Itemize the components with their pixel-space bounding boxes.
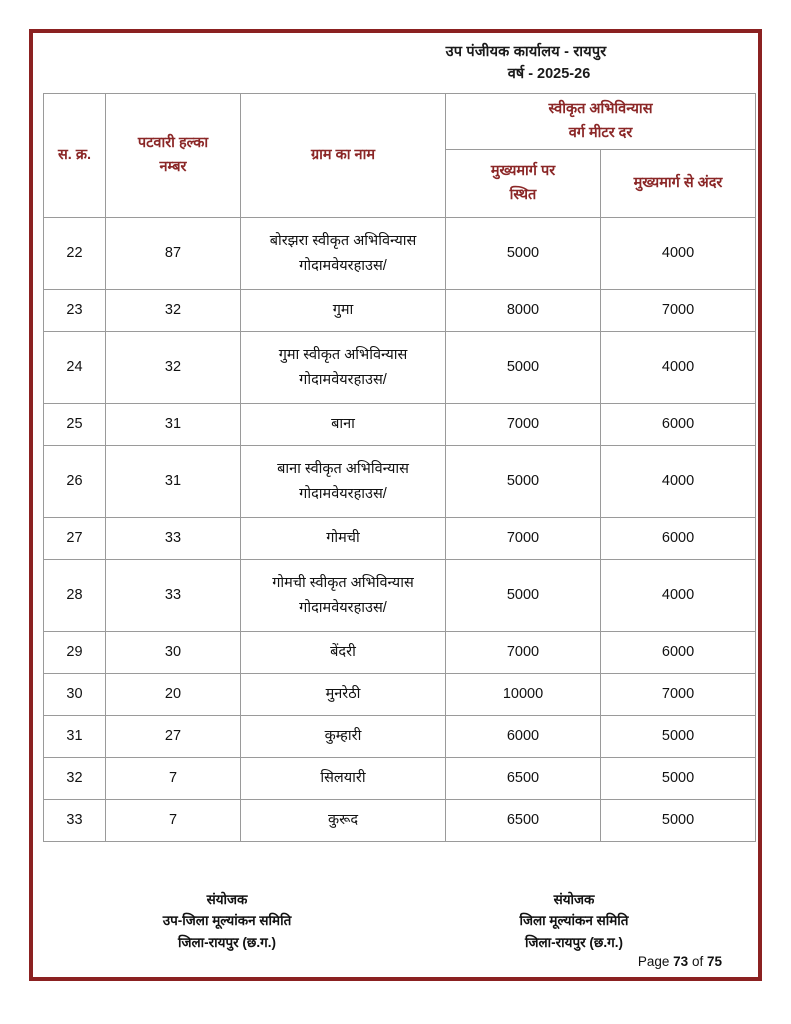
cell-rate-inner-from-main-road: 6000: [601, 632, 756, 674]
cell-village-name: [241, 404, 446, 446]
cell-patwari-halka-number: 31: [106, 446, 241, 518]
patwari-halka-line1: पटवारी हल्का: [137, 135, 209, 152]
column-header-patwari-halka: [106, 94, 241, 218]
table-header: [44, 94, 756, 218]
cell-serial-number: 25: [44, 404, 106, 446]
office-title: उप पंजीयक कार्यालय - रायपुर: [445, 44, 607, 60]
cell-patwari-halka-number: 33: [106, 518, 241, 560]
column-header-rate-group: [446, 94, 756, 150]
cell-rate-on-main-road: 10000: [446, 674, 601, 716]
cell-patwari-halka-number: 27: [106, 716, 241, 758]
cell-village-name: [241, 218, 446, 290]
left-signature-line2: उप-जिला मूल्यांकन समिति: [162, 913, 292, 929]
document-page: [29, 29, 762, 981]
patwari-halka-line2: नम्बर: [159, 158, 187, 175]
on-main-road-line1: मुख्यमार्ग पर: [490, 163, 556, 180]
table-header-row-1: [44, 94, 756, 150]
cell-rate-inner-from-main-road: 6000: [601, 404, 756, 446]
village-name-line2: गोदामवेयरहाउस/: [299, 485, 387, 502]
village-name-line1: कुरूद: [327, 812, 359, 829]
page-of-label: of: [691, 954, 704, 969]
village-name-line1: गोमची: [326, 530, 360, 547]
cell-serial-number: 31: [44, 716, 106, 758]
table-row: [44, 446, 756, 518]
signature-row: [47, 889, 744, 953]
cell-serial-number: 30: [44, 674, 106, 716]
page-content: [33, 33, 758, 977]
cell-serial-number: 27: [44, 518, 106, 560]
cell-village-name: [241, 290, 446, 332]
village-name-line1: गोमची स्वीकृत अभिविन्यास: [272, 574, 414, 591]
table-row: [44, 290, 756, 332]
table-row: [44, 332, 756, 404]
village-name-line1: गुमा: [332, 302, 354, 319]
left-signature-line1: संयोजक: [206, 892, 248, 908]
cell-patwari-halka-number: 30: [106, 632, 241, 674]
table-row: [44, 632, 756, 674]
rate-group-line1: स्वीकृत अभिविन्यास: [548, 101, 653, 118]
cell-village-name: [241, 332, 446, 404]
rate-table: [43, 93, 756, 842]
village-name-line1: गुमा स्वीकृत अभिविन्यास: [278, 346, 408, 363]
village-name-line1: सिलयारी: [320, 770, 366, 787]
cell-village-name: [241, 716, 446, 758]
cell-patwari-halka-number: 20: [106, 674, 241, 716]
village-name-line2: गोदामवेयरहाउस/: [299, 257, 387, 274]
cell-rate-on-main-road: 5000: [446, 446, 601, 518]
cell-rate-on-main-road: 6500: [446, 800, 601, 842]
village-name-line1: मुनरेठी: [325, 686, 361, 703]
cell-patwari-halka-number: 7: [106, 800, 241, 842]
table-row: [44, 758, 756, 800]
signature-block-district: [424, 889, 724, 953]
cell-serial-number: 23: [44, 290, 106, 332]
cell-rate-inner-from-main-road: 5000: [601, 758, 756, 800]
table-row: [44, 518, 756, 560]
cell-rate-inner-from-main-road: 4000: [601, 218, 756, 290]
cell-village-name: [241, 560, 446, 632]
cell-rate-on-main-road: 6500: [446, 758, 601, 800]
cell-rate-inner-from-main-road: 7000: [601, 674, 756, 716]
cell-village-name: [241, 800, 446, 842]
cell-village-name: [241, 758, 446, 800]
village-name-line2: गोदामवेयरहाउस/: [299, 599, 387, 616]
on-main-road-line2: स्थित: [509, 186, 537, 203]
cell-village-name: [241, 518, 446, 560]
village-name-line1: बाना: [331, 416, 355, 433]
cell-serial-number: 22: [44, 218, 106, 290]
cell-serial-number: 33: [44, 800, 106, 842]
cell-rate-inner-from-main-road: 6000: [601, 518, 756, 560]
cell-serial-number: 24: [44, 332, 106, 404]
cell-rate-on-main-road: 5000: [446, 560, 601, 632]
column-header-inner-from-main-road: मुख्यमार्ग से अंदर: [601, 150, 756, 218]
cell-patwari-halka-number: 32: [106, 290, 241, 332]
cell-rate-on-main-road: 7000: [446, 632, 601, 674]
cell-rate-inner-from-main-road: 4000: [601, 560, 756, 632]
cell-patwari-halka-number: 32: [106, 332, 241, 404]
cell-patwari-halka-number: 31: [106, 404, 241, 446]
fiscal-year: वर्ष - 2025-26: [507, 65, 591, 82]
cell-rate-inner-from-main-road: 4000: [601, 332, 756, 404]
cell-village-name: [241, 674, 446, 716]
left-signature-line3: जिला-रायपुर (छ.ग.): [177, 934, 276, 950]
cell-rate-on-main-road: 8000: [446, 290, 601, 332]
column-header-serial: स. क्र.: [44, 94, 106, 218]
cell-serial-number: 32: [44, 758, 106, 800]
cell-rate-inner-from-main-road: 4000: [601, 446, 756, 518]
cell-rate-on-main-road: 7000: [446, 404, 601, 446]
cell-rate-on-main-road: 6000: [446, 716, 601, 758]
table-row: [44, 560, 756, 632]
table-body: [44, 218, 756, 842]
rate-table-container: [43, 93, 755, 842]
right-signature-line1: संयोजक: [553, 892, 595, 908]
table-row: [44, 800, 756, 842]
cell-serial-number: 26: [44, 446, 106, 518]
cell-serial-number: 28: [44, 560, 106, 632]
column-header-on-main-road: [446, 150, 601, 218]
cell-village-name: [241, 632, 446, 674]
table-row: [44, 218, 756, 290]
cell-patwari-halka-number: 87: [106, 218, 241, 290]
village-name-line1: बाना स्वीकृत अभिविन्यास: [277, 460, 409, 477]
cell-patwari-halka-number: 33: [106, 560, 241, 632]
page-label: Page: [637, 954, 670, 969]
cell-village-name: [241, 446, 446, 518]
village-name-line1: बेंदरी: [330, 644, 356, 661]
column-header-village-name: ग्राम का नाम: [241, 94, 446, 218]
table-row: [44, 404, 756, 446]
page-total: 75: [706, 954, 722, 969]
signature-block-sub-district: [77, 889, 377, 953]
right-signature-line3: जिला-रायपुर (छ.ग.): [524, 934, 623, 950]
page-current: 73: [673, 954, 689, 969]
cell-rate-inner-from-main-road: 5000: [601, 716, 756, 758]
page-number: [47, 954, 744, 969]
rate-group-line2: वर्ग मीटर दर: [568, 124, 633, 141]
document-footer: [33, 889, 758, 969]
table-row: [44, 716, 756, 758]
cell-rate-on-main-road: 7000: [446, 518, 601, 560]
village-name-line2: गोदामवेयरहाउस/: [299, 371, 387, 388]
cell-rate-on-main-road: 5000: [446, 332, 601, 404]
cell-rate-inner-from-main-road: 7000: [601, 290, 756, 332]
village-name-line1: कुम्हारी: [324, 728, 362, 745]
table-row: [44, 674, 756, 716]
right-signature-line2: जिला मूल्यांकन समिति: [519, 913, 629, 929]
cell-rate-on-main-road: 5000: [446, 218, 601, 290]
cell-rate-inner-from-main-road: 5000: [601, 800, 756, 842]
cell-serial-number: 29: [44, 632, 106, 674]
village-name-line1: बोरझरा स्वीकृत अभिविन्यास: [269, 232, 417, 249]
document-header: [316, 42, 736, 86]
cell-patwari-halka-number: 7: [106, 758, 241, 800]
